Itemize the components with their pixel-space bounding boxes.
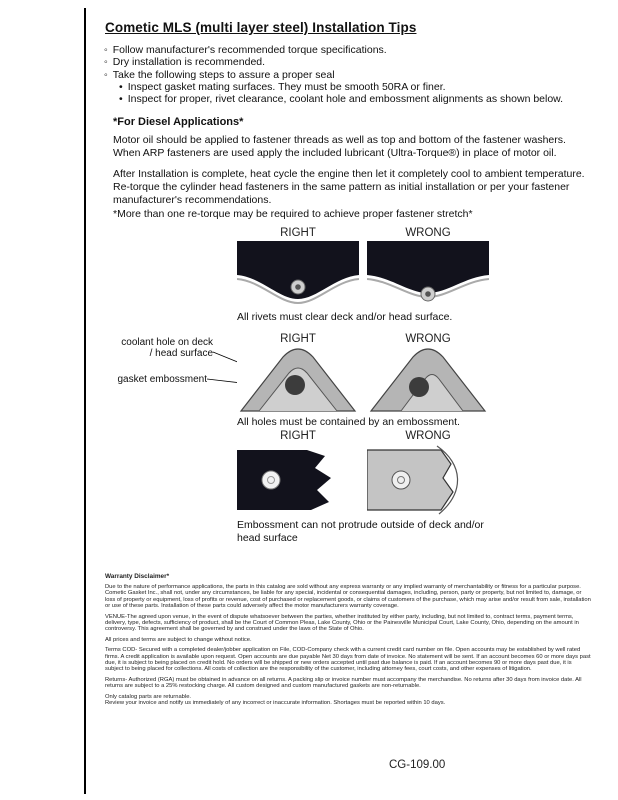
left-border-rule bbox=[84, 8, 86, 794]
diagram-embossment-wrong-image bbox=[367, 347, 489, 413]
tips-list bbox=[104, 44, 563, 105]
tip-text: ◦ Follow manufacturer's recommended torque specifications. bbox=[112, 44, 387, 56]
disclaimer-paragraph: VENUE-The agreed upon venue, in the event of dispute whatsoever between the parties, whether instituted by either party, including, but not limited to, contract terms, payment terms, delivery, type, defects, sufficiency of product, shall be the Court of Common Pleas, Lake County, Ohio or the Painesville Municipal Court, Lake County, Ohio, depending on the amount in controversy. This agreement shall be governed by and construed under the laws of the State of Ohio. bbox=[105, 613, 579, 632]
right-header-row3: RIGHT bbox=[280, 430, 316, 442]
diagram-protrude-wrong-image bbox=[367, 444, 489, 516]
tip-sub-item bbox=[119, 93, 563, 105]
disclaimer-paragraph: Terms COD- Secured with a completed dealer/jobber application on File, COD-Company check with a current credit card number on file. Open accounts may be established by well rated firms. A credit application is available upon request. Open accounts are due payable Net 30 days from date of invoice. No statement will be sent. If an account becomes 60 or more days past due, it is subject to being placed on credit hold. No orders will be shipped or new orders accepted until past due balance is paid. If an account becomes 90 or more days past due, it is subject to being placed for collections. All costs of collection are the responsibility of the customer, including attorney fees, court costs, and other expenses of litigation. bbox=[105, 647, 591, 672]
tip-item bbox=[104, 56, 563, 68]
gasket-embossment-label: gasket embossment bbox=[117, 374, 207, 385]
caption-holes: All holes must be contained by an embossment. bbox=[237, 416, 460, 428]
warranty-disclaimer-heading: Warranty Disclaimer* bbox=[105, 573, 170, 580]
tip-item bbox=[104, 69, 563, 81]
diesel-applications-heading: *For Diesel Applications* bbox=[113, 116, 244, 128]
disclaimer-paragraph: Due to the nature of performance applications, the parts in this catalog are sold without any express warranty or any implied warranty of merchantability or fitness for a particular purpose. Cometic Gasket Inc., shall not, under any circumstances, be liable for any special, incidental or consequential damages, including, person, party or property, but not limited to, damage, or loss of property or equipment, loss of profits or revenue, cost of purchased or replacement goods, or claims of customers of the purchase, which may arise and/or result from sale, installation or use of these parts. Installation of these parts could adversely affect the motor manufacturers warranty coverage. bbox=[105, 584, 591, 609]
diagram-rivet-wrong-image bbox=[367, 241, 489, 307]
retorque-note: *More than one re-torque may be required to achieve proper fastener stretch* bbox=[113, 208, 473, 220]
wrong-header-row1: WRONG bbox=[405, 227, 451, 239]
tip-item bbox=[104, 44, 563, 56]
diesel-paragraph-2: After Installation is complete, heat cycle the engine then let it completely cool to ambient temperature. Re-torque the cylinder head fasteners in the same pattern as initial installation or per your fastener manufacturer's recommendations. bbox=[113, 168, 585, 206]
warranty-disclaimer bbox=[105, 574, 591, 711]
right-header-row2: RIGHT bbox=[280, 333, 316, 345]
diagram-protrude-right-image bbox=[237, 444, 359, 516]
caption-rivets: All rivets must clear deck and/or head surface. bbox=[237, 311, 453, 323]
page-code: CG-109.00 bbox=[389, 759, 446, 771]
diagram-embossment-right-image bbox=[237, 347, 359, 413]
tip-text: • Inspect for proper, rivet clearance, coolant hole and embossment alignments as shown below. bbox=[127, 93, 564, 106]
disclaimer-paragraph: Returns- Authorized (RGA) must be obtained in advance on all returns. A packing slip or invoice number must accompany the merchandise. No returns after 30 days from invoice date. All returns are subject to a 25% restocking charge. All custom designed and custom manufactured gaskets are non-returnable. bbox=[105, 676, 582, 689]
disclaimer-paragraph: All prices and terms are subject to change without notice. bbox=[105, 636, 252, 643]
diagram-rivet-right-image bbox=[237, 241, 359, 307]
disclaimer-paragraph: Review your invoice and notify us immediately of any incorrect or inaccurate information. Shortages must be reported within 10 days. bbox=[105, 700, 446, 707]
page-title: Cometic MLS (multi layer steel) Installation Tips bbox=[105, 20, 417, 35]
disclaimer-paragraph: Only catalog parts are returnable. bbox=[105, 693, 192, 700]
diesel-paragraph-1: Motor oil should be applied to fastener threads as well as top and bottom of the fastener washers. When ARP fasteners are used apply the included lubricant (Ultra-Torque®) in place of motor oil. bbox=[113, 134, 566, 159]
tip-text: • Inspect gasket mating surfaces. They must be smooth 50RA or finer. bbox=[127, 80, 446, 93]
right-header-row1: RIGHT bbox=[280, 227, 316, 239]
wrong-header-row2: WRONG bbox=[405, 333, 451, 345]
wrong-header-row3: WRONG bbox=[405, 430, 451, 442]
tip-sub-item bbox=[119, 81, 563, 93]
tip-text: ◦ Take the following steps to assure a proper seal bbox=[112, 68, 335, 81]
tip-text: ◦ Dry installation is recommended. bbox=[112, 56, 266, 69]
caption-protrude: Embossment can not protrude outside of deck and/or head surface bbox=[237, 519, 484, 544]
coolant-hole-label: coolant hole on deck / head surface bbox=[121, 337, 213, 359]
